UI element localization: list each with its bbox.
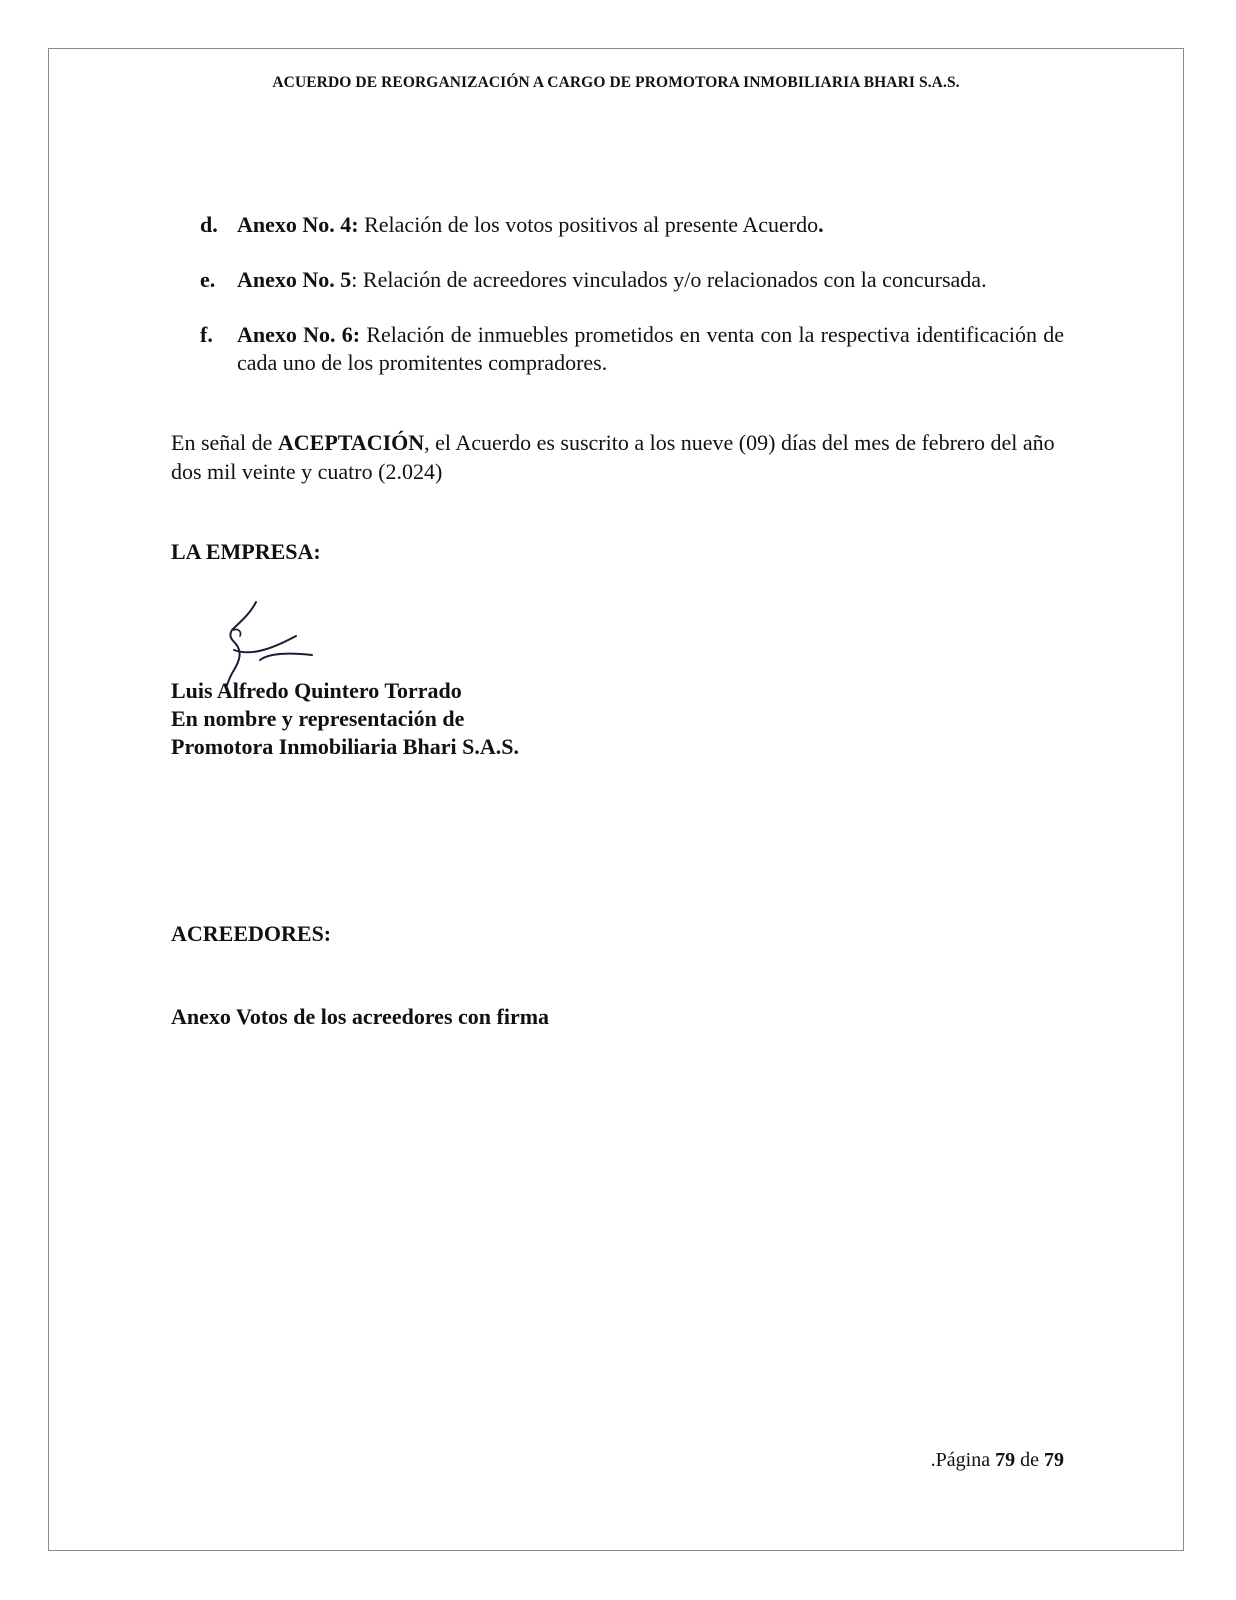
signatory-block (171, 677, 519, 761)
annex-letter: f. (200, 322, 213, 347)
annex-label: Anexo No. 6: (237, 322, 361, 347)
page-separator: de (1015, 1449, 1044, 1471)
creditors-section-title: ACREEDORES: (171, 921, 332, 946)
annex-text: : Relación de acreedores vinculados y/o relacionados con la concursada. (351, 267, 987, 292)
annex-label: Anexo No. 4: (237, 212, 359, 237)
acceptance-keyword: ACEPTACIÓN (277, 430, 425, 455)
company-section-title: LA EMPRESA: (171, 539, 321, 564)
annex-suffix: . (818, 212, 824, 237)
annex-list (200, 211, 1064, 404)
annex-item (200, 211, 1064, 239)
acceptance-suffix: , el Acuerdo es suscrito a los nueve (09) días del mes de febrero del año dos mil veinte y cuatro (2.024) (171, 430, 1055, 484)
annex-item (200, 321, 1064, 377)
page-total: 79 (1044, 1449, 1064, 1471)
annex-body (237, 266, 1064, 294)
annex-body (237, 211, 1064, 239)
signature-stroke (234, 636, 296, 652)
annex-label: Anexo No. 5 (237, 267, 352, 292)
annex-text: Relación de inmuebles prometidos en venta con la respectiva identificación de cada uno de los promitentes compradores. (237, 322, 1064, 375)
signatory-company: Promotora Inmobiliaria Bhari S.A.S. (171, 734, 519, 759)
page-prefix: .Página (930, 1449, 996, 1471)
acceptance-paragraph (171, 428, 1064, 486)
annex-body (237, 321, 1064, 377)
signature-stroke (234, 629, 241, 636)
annex-item (200, 266, 1064, 294)
signature-stroke (260, 654, 312, 660)
page-number (931, 1449, 1064, 1472)
page-current: 79 (995, 1449, 1016, 1471)
annex-text: Relación de los votos positivos al presente Acuerdo (358, 212, 819, 237)
document-header: ACUERDO DE REORGANIZACIÓN A CARGO DE PROMOTORA INMOBILIARIA BHARI S.A.S. (272, 74, 960, 91)
signature-stroke (226, 602, 256, 688)
signatory-role: En nombre y representación de (171, 706, 465, 731)
annex-letter: d. (200, 212, 218, 237)
creditors-annex-note: Anexo Votos de los acreedores con firma (171, 1004, 550, 1029)
signatory-name: Luis Alfredo Quintero Torrado (171, 678, 462, 703)
annex-letter: e. (200, 267, 216, 292)
acceptance-prefix: En señal de (171, 430, 278, 455)
